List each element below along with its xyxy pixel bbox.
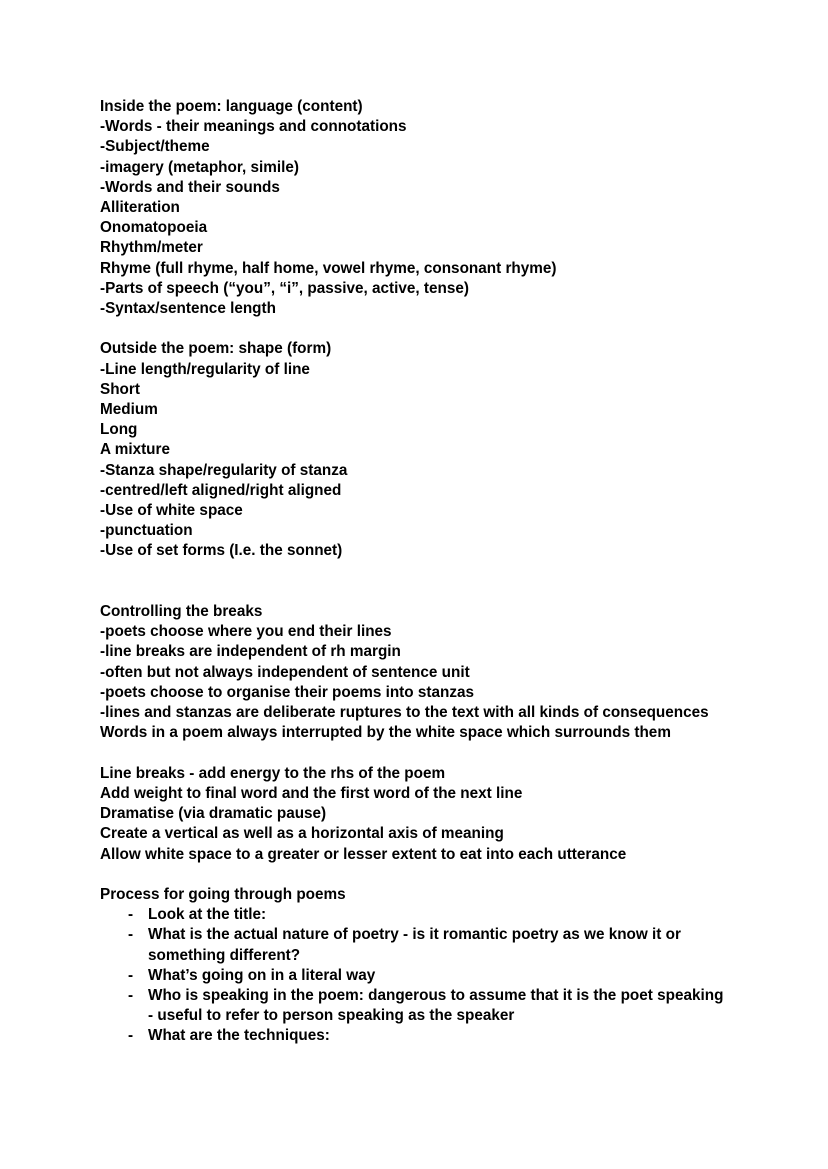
text-line: -line breaks are independent of rh margin xyxy=(100,643,401,661)
text-line: Long xyxy=(100,421,138,439)
text-line: -Words and their sounds xyxy=(100,178,280,196)
text-line: -lines and stanzas are deliberate ruptures to the text with all kinds of consequences xyxy=(100,704,709,722)
text-line: -poets choose to organise their poems into stanzas xyxy=(100,683,474,701)
text-line: Outside the poem: shape (form) xyxy=(100,340,332,358)
bullet-item xyxy=(100,986,728,1006)
text-line: -Subject/theme xyxy=(100,138,210,156)
bullet-marker: - xyxy=(128,1027,134,1045)
text-line: Process for going through poems xyxy=(100,885,346,903)
text-line: Create a vertical as well as a horizontal axis of meaning xyxy=(100,825,504,843)
blank-line xyxy=(100,582,728,602)
text-line: Inside the poem: language (content) xyxy=(100,98,363,115)
text-line: -poets choose where you end their lines xyxy=(100,623,392,641)
blank-line xyxy=(100,744,728,764)
bullet-item xyxy=(100,1026,728,1046)
bullet-text: Who is speaking in the poem: dangerous to assume that it is the poet speaking xyxy=(148,986,724,1004)
bullet-item xyxy=(100,925,728,945)
bullet-item xyxy=(100,905,728,925)
blank-line xyxy=(100,865,728,885)
text-line: -Use of set forms (I.e. the sonnet) xyxy=(100,542,343,560)
text-line: -punctuation xyxy=(100,522,193,540)
text-line: Short xyxy=(100,380,140,398)
text-line: -Words - their meanings and connotations xyxy=(100,118,407,136)
text-line: -centred/left aligned/right aligned xyxy=(100,481,342,499)
bullet-marker: - xyxy=(128,906,134,924)
text-line: -Line length/regularity of line xyxy=(100,360,310,378)
text-line: Rhythm/meter xyxy=(100,239,203,257)
bullet-continuation-line: - useful to refer to person speaking as the speaker xyxy=(148,1007,515,1025)
text-line: Allow white space to a greater or lesser extent to eat into each utterance xyxy=(100,845,627,863)
bullet-continuation-line: something different? xyxy=(148,946,301,964)
text-line: Onomatopoeia xyxy=(100,219,208,237)
text-line: Dramatise (via dramatic pause) xyxy=(100,805,327,823)
bullet-marker: - xyxy=(128,966,134,984)
text-line: Controlling the breaks xyxy=(100,603,263,621)
blank-line xyxy=(100,319,728,339)
text-line: Alliteration xyxy=(100,199,180,217)
text-line: -Parts of speech (“you”, “i”, passive, active, tense) xyxy=(100,279,469,297)
text-line: -often but not always independent of sentence unit xyxy=(100,663,470,681)
text-line: -Stanza shape/regularity of stanza xyxy=(100,461,348,479)
bullet-marker: - xyxy=(128,926,134,944)
bullet-text: What is the actual nature of poetry - is it romantic poetry as we know it or xyxy=(148,926,681,944)
text-line: Add weight to final word and the first word of the next line xyxy=(100,784,523,802)
bullet-marker: - xyxy=(128,986,134,1004)
text-line: -Syntax/sentence length xyxy=(100,300,276,318)
text-line: A mixture xyxy=(100,441,170,459)
text-line: -imagery (metaphor, simile) xyxy=(100,158,299,176)
text-line: Medium xyxy=(100,401,158,419)
bullet-text: Look at the title: xyxy=(148,906,267,924)
text-line: Rhyme (full rhyme, half home, vowel rhyme, consonant rhyme) xyxy=(100,259,557,277)
blank-line xyxy=(100,562,728,582)
text-line: Line breaks - add energy to the rhs of the poem xyxy=(100,764,446,782)
text-line: -Use of white space xyxy=(100,502,243,520)
bullet-item xyxy=(100,966,728,986)
text-line: Words in a poem always interrupted by the white space which surrounds them xyxy=(100,724,671,742)
bullet-text: What’s going on in a literal way xyxy=(148,966,376,984)
bullet-text: What are the techniques: xyxy=(148,1027,330,1045)
